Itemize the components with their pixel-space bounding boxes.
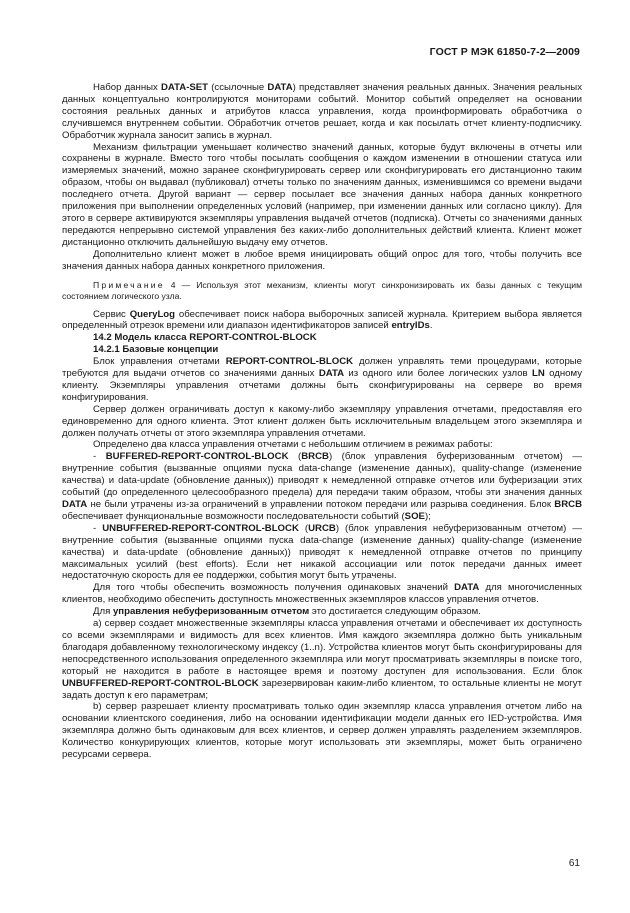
section-heading: 14.2 Модель класса REPORT-CONTROL-BLOCK — [93, 332, 317, 344]
bold-term: UNBUFFERED-REPORT-CONTROL-BLOCK — [102, 522, 299, 534]
list-item — [62, 618, 582, 701]
text-run: Блок управления отчетами — [93, 356, 226, 368]
text-run: ) представляет значения реальных данных. Значения реальных данных концептуально контролируются мониторами событий. Монитор событий определяет на основании состояния реальных данных и атрибутов класса управления, когда проинформировать обработчика о случившемся внутреннем событии. Обработчик отчетов решает, когда и как посылать отчет клиенту-подписчику. Обработчик журнала заносит запись в журнал. — [62, 82, 583, 141]
text-run: (ссылочные — [208, 82, 268, 93]
paragraph — [62, 82, 582, 142]
standard-header: ГОСТ Р МЭК 61850-7-2—2009 — [429, 46, 580, 58]
bold-term: UNBUFFERED-REPORT-CONTROL-BLOCK — [62, 677, 259, 689]
bold-term: LN — [532, 368, 545, 380]
text-run: Механизм фильтрации уменьшает количество значений данных, которые будут включены в отчеты или сохранены в журнале. Вместо того чтобы посылать сообщения о каждом изменении в отношении статуса или измеряемых значений, можно заранее сконфигурировать сервер или сконфигурировать его дистанционно таким образом, чтобы он выдавал (публиковал) отчеты только по значениям данных, изменившимся со времени выдачи последнего отчета. Другой вариант — сервер посылает все значения данных набора данных конкретного приложения при выполнении определенных условий (например, при изменении данных или согласно циклу). Для этого в сервере активируются экземпляры управления выдачей отчетов (подписка). Отчеты со значениями данных передаются непрерывно системой управления без каких-либо дополнительных действий клиента. Клиент может дистанционно отключить дальнейшую выдачу ему отчетов. — [62, 141, 582, 248]
text-run: ( — [288, 451, 302, 463]
note-text: 4 — Используя этот механизм, клиенты могут синхронизировать их базы данных с текущим состоянием логического узла. — [62, 279, 582, 301]
text-run: это достигается следующим образом. — [309, 606, 481, 618]
text-run: b) сервер разрешает клиенту просматривать только один экземпляр класса управления отчетом либо на основании клиентского соединения, либо на основании идентификации модели данных его IED-устройства. Имя экземпляра должно быть одинаковым для всех клиентов, и сервер должен управлять разделением экземпляров. Количество конкурирующих клиентов, которые могут использовать эти экземпляры, может быть ограничено ресурсами сервера. — [62, 701, 582, 761]
note-label: Примечание — [93, 279, 165, 290]
bold-term: DATA — [318, 368, 345, 380]
bold-term: BUFFERED-REPORT-CONTROL-BLOCK — [105, 451, 289, 463]
list-item — [62, 701, 582, 761]
paragraph — [62, 309, 582, 333]
text-run: ) (блок управления буферизованным отчетом) — внутренние события (вызванные опциями пуска data-change (изменение данных), quality-change (изменение качества) и data-update (обновление данных)) приводят к немедленной отправке отчетов или буферизации этих событий (до определенного целесообразного предела) для передачи таким образом, чтобы эти значения данных — [62, 451, 582, 499]
text-run: - — [93, 522, 103, 534]
subsection-heading: 14.2.1 Базовые концепции — [93, 344, 219, 356]
text-run: ); — [424, 510, 431, 522]
text-run: не были утрачены из-за ограничений в управлении потоком передачи или разрыва соединения. Блок — [87, 499, 555, 510]
text-run: зарезервирован каким-либо клиентом, то остальные клиенты не могут задать доступ к его параметрам; — [62, 677, 582, 701]
paragraph — [62, 356, 582, 404]
text-run: должен управлять теми процедурами, которые требуются для выдачи отчетов со значениями данных — [62, 356, 583, 380]
text-run: для многочисленных клиентов, необходимо обеспечить доступность множественных экземпляров классов управления отчетов. — [62, 582, 582, 606]
text-run: Для — [93, 606, 113, 618]
text-run: Набор данных — [93, 82, 161, 93]
document-body — [62, 82, 582, 761]
text-run: Для того чтобы обеспечить возможность получения одинаковых значений — [93, 582, 455, 594]
text-run: . — [429, 320, 433, 332]
bold-term: DATA — [62, 499, 88, 510]
text-run: Сервис — [93, 308, 130, 320]
list-item — [62, 523, 582, 583]
paragraph — [62, 142, 582, 249]
list-item — [62, 451, 582, 522]
bold-term: REPORT-CONTROL-BLOCK — [225, 356, 354, 368]
text-run: Дополнительно клиент может в любое время инициировать общий опрос для того, чтобы получить все значения данных набора данных конкретного приложения. — [62, 248, 582, 272]
bold-term: BRCB — [301, 451, 329, 463]
bold-term: DATA — [454, 582, 480, 594]
text-run: Сервер должен ограничивать доступ к какому-либо экземпляру управления отчетами, предоставляя его единовременно для одного клиента. Этот клиент должен быть исключительным владельцем этого экземпляра и должен получать отчеты от этого экземпляра управления отчетами. — [62, 403, 582, 439]
note — [62, 280, 582, 302]
text-run: Определено два класса управления отчетами с небольшим отличием в режимах работы: — [93, 439, 493, 451]
text-run: а) сервер создает множественные экземпляры класса управления отчетами и обеспечивает их доступность со всеми экземплярами и видимость для всех клиентов. Имя каждого экземпляра должно быть уникальным благодаря добавленному технологическому индексу (1..n). Устройства клиентов могут быть сконфигурированы для непосредственного использования определенного экземпляра или могут просматривать экземпляры в поиске того, который не находится в работе в настоящее время и поэтому доступен для использования. Если блок — [62, 618, 582, 677]
text-run: одному клиенту. Экземпляры управления отчетами должны быть сконфигурированы на сервере во время конфигурирования. — [62, 368, 582, 403]
text-run: ( — [298, 522, 309, 534]
bold-term: QueryLog — [129, 308, 176, 320]
text-run: обеспечивает поиск набора выборочных записей журнала. Критерием выбора является определенный отрезок времени или диапазон идентификаторов записей — [62, 308, 582, 332]
paragraph — [62, 606, 582, 618]
paragraph — [62, 249, 582, 273]
page-number: 61 — [568, 858, 580, 869]
bold-term: URCB — [308, 522, 336, 534]
paragraph — [62, 582, 582, 606]
bold-term: DATA-SET — [160, 82, 209, 93]
text-run: обеспечивает функциональные возможности последовательности событий ( — [62, 510, 405, 522]
bold-term: управления небуферизованным отчетом — [112, 606, 310, 618]
bold-term: BRCB — [554, 499, 582, 510]
paragraph — [62, 404, 582, 440]
text-run: - — [93, 451, 106, 463]
text-run: из одного или более логических узлов — [344, 368, 532, 380]
bold-term: SOE — [404, 510, 425, 522]
bold-term: entryIDs — [391, 320, 430, 332]
bold-term: DATA — [267, 82, 293, 93]
paragraph — [62, 439, 582, 451]
text-run: ) (блок управления небуферизованным отчетом) — внутренние события (вызванные опциями пуска data-change (изменение данных) quality-change (изменение качества) и data-update (обновление данных)) приводят к немедленной отправке отчетов по принципу максимальных усилий (best efforts). Если нет никакой ассоциации или поток передачи данных имеет недостаточную скорость для ее поддержки, события могут быть утрачены. — [62, 522, 582, 582]
